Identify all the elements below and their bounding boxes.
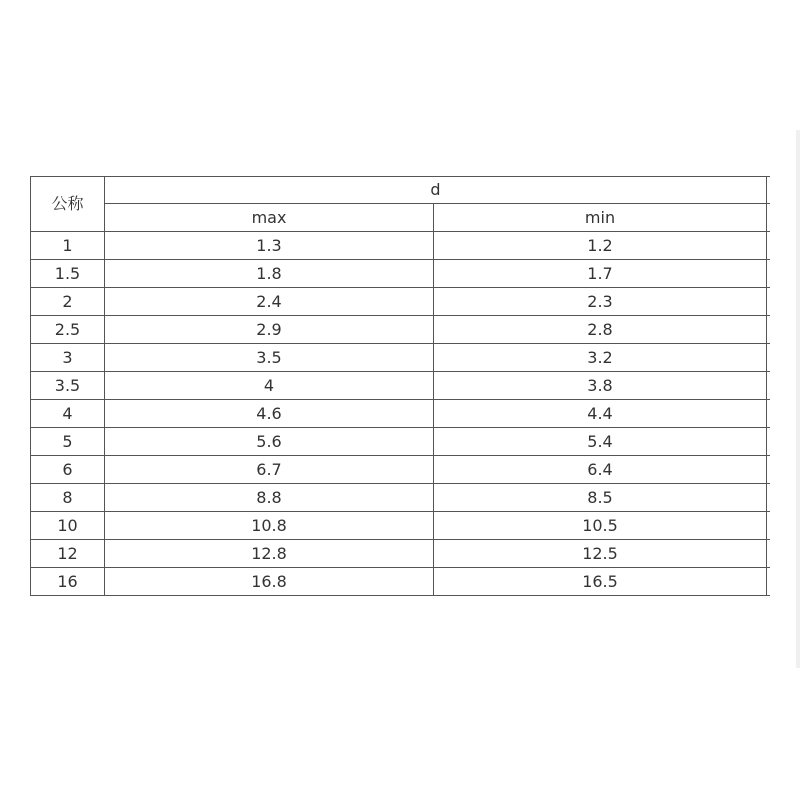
max-cell: 5.6 [105,428,434,456]
min-cell: 2.8 [434,316,767,344]
max-cell: 4.6 [105,400,434,428]
table-row [31,512,770,540]
d-header: d [105,177,767,204]
max-cell: 8.8 [105,484,434,512]
min-cell: 2.3 [434,288,767,316]
cut-cell [767,540,770,568]
table-row [31,260,770,288]
max-cell: 6.7 [105,456,434,484]
nominal-cell: 5 [31,428,105,456]
nominal-cell: 2.5 [31,316,105,344]
header-row [31,177,770,204]
min-cell: 1.7 [434,260,767,288]
cut-cell [767,232,770,260]
table-row [31,568,770,596]
nominal-cell: 3 [31,344,105,372]
cut-cell [767,484,770,512]
nominal-cell: 10 [31,512,105,540]
nominal-cell: 1 [31,232,105,260]
cut-cell [767,260,770,288]
cut-cell [767,177,770,204]
max-header: max [105,204,434,232]
max-cell: 12.8 [105,540,434,568]
max-cell: 10.8 [105,512,434,540]
cut-cell [767,400,770,428]
min-cell: 1.2 [434,232,767,260]
cut-cell [767,344,770,372]
nominal-cell: 2 [31,288,105,316]
min-cell: 3.8 [434,372,767,400]
cut-cell [767,316,770,344]
table-row [31,288,770,316]
nominal-header: 公称 [31,177,105,232]
dimension-table [30,176,770,596]
page-edge-strip [796,130,800,668]
min-header: min [434,204,767,232]
cut-cell [767,568,770,596]
min-cell: 8.5 [434,484,767,512]
min-cell: 12.5 [434,540,767,568]
nominal-cell: 8 [31,484,105,512]
cut-cell [767,512,770,540]
cut-cell [767,204,770,232]
min-cell: 16.5 [434,568,767,596]
nominal-cell: 6 [31,456,105,484]
max-cell: 3.5 [105,344,434,372]
cut-cell [767,288,770,316]
min-cell: 4.4 [434,400,767,428]
cut-cell [767,372,770,400]
max-cell: 16.8 [105,568,434,596]
table-row [31,400,770,428]
table-row [31,316,770,344]
subheader-row [31,204,770,232]
max-cell: 2.4 [105,288,434,316]
nominal-cell: 1.5 [31,260,105,288]
table-row [31,540,770,568]
table-row [31,372,770,400]
max-cell: 2.9 [105,316,434,344]
min-cell: 3.2 [434,344,767,372]
max-cell: 1.3 [105,232,434,260]
table-row [31,484,770,512]
table-row [31,232,770,260]
nominal-cell: 12 [31,540,105,568]
table-row [31,344,770,372]
max-cell: 1.8 [105,260,434,288]
min-cell: 6.4 [434,456,767,484]
cut-cell [767,428,770,456]
min-cell: 10.5 [434,512,767,540]
nominal-cell: 4 [31,400,105,428]
table-row [31,456,770,484]
max-cell: 4 [105,372,434,400]
min-cell: 5.4 [434,428,767,456]
table-row [31,428,770,456]
nominal-cell: 3.5 [31,372,105,400]
cut-cell [767,456,770,484]
nominal-cell: 16 [31,568,105,596]
